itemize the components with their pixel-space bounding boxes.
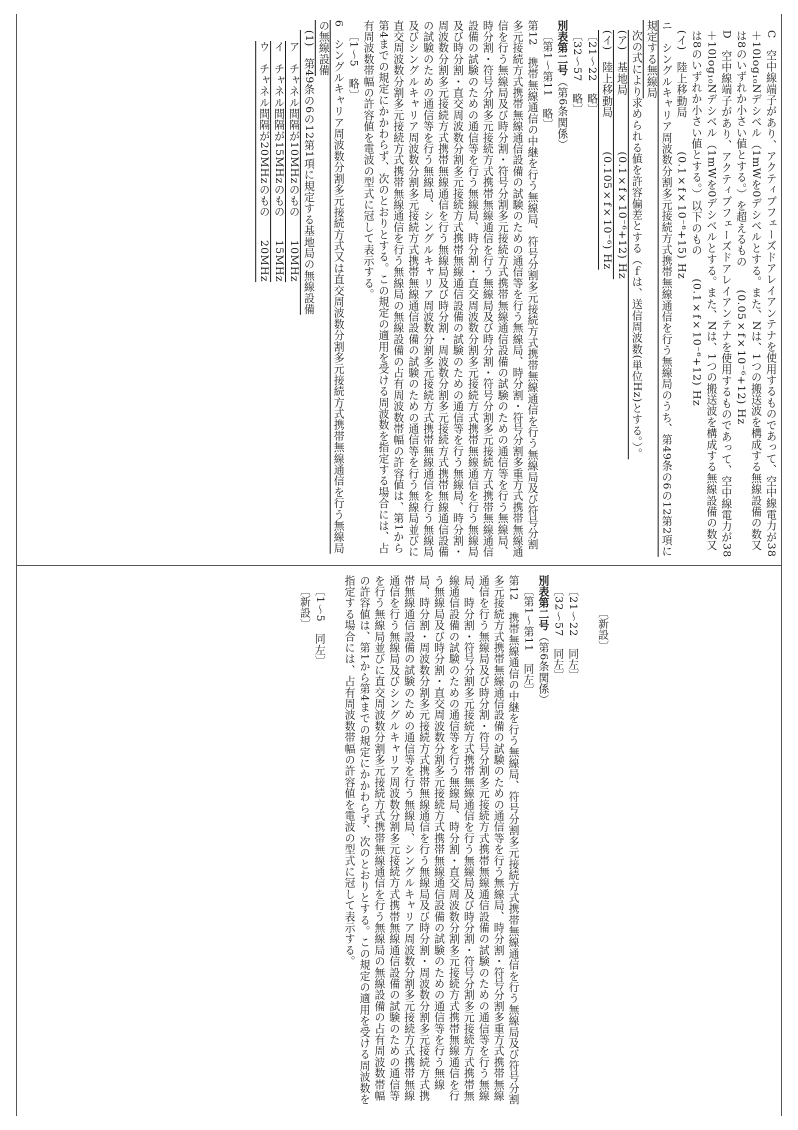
top-panel xyxy=(150,20,778,560)
omit-1-5-old: 〔1〜5 同左〕 xyxy=(313,585,326,667)
omit-21-22-old: 〔21〜22 同左〕 xyxy=(567,585,580,682)
heading-ni: ニ シングルキャリア周波数分割多元接続方式携帯無線通信を行う無線局のうち、第49条の6の12第2項に規定する無線局 xyxy=(645,20,673,557)
omit-1-11-old: 〔第1〜第11 同左〕 xyxy=(522,585,535,697)
table-title-old: 別表第二号（第6条関係） xyxy=(537,575,550,706)
item-ni-a: (ア) 基地局 (0.1×f×10⁻⁶+12) Hz xyxy=(615,30,628,280)
omit-1-5: 〔1〜5 略〕 xyxy=(347,30,360,101)
article-12: 第12 携帯無線通信の中継を行う無線局、符号分割多元接続方式携帯無線通信を行う無線局及び符号分割多元接続方式携帯無線通信設備の試験のための通信等を行う無線局、時分割・符号分割多重方式携帯無線通信を行う無線局及び時分割・符号分割多元接続方式携帯無線通信設備の試験のための通信等を行う無線局、時分割・符号分割多元接続方式携帯無線通信を行う無線局及び時分割・符号分割多元接続方式携帯無線通信設備の試験のための通信等を行う無線局、時分割・直交周波数分割多元接続方式携帯無線通信を行う無線局及び時分割・直交周波数分割多元接続方式携帯無線通信設備の試験のための通信等を行う無線局、時分割・周波数分割多元接続方式携帯無線通信を行う無線局及び時分割・周波数分割多元接続方式携帯無線通信設備の試験のための通信等を行う無線局、シングルキャリア周波数分割多元接続方式携帯無線通信を行う無線局及びシングルキャリア周波数分割多元接続方式携帯無線通信設備の試験のための通信等を行う無線局並びに直交周波数分割多元接続方式携帯無線通信を行う無線局の無線設備の占有周波数帯幅の許容値は、第1から第4までの規定にかかわらず、次のとおりとする。この規定の適用を受ける周波数を指定する場合には、占有周波数帯幅の許容値を電波の型式に冠して表示する。 xyxy=(362,20,539,558)
item-ni-i: (イ) 陸上移動局 (0.105×f×10⁻⁶) Hz xyxy=(601,30,614,270)
bottom-panel xyxy=(100,575,610,1105)
omit-1-11: 〔第1〜第11 略〕 xyxy=(541,30,554,131)
omit-32-57: 〔32〜57 略〕 xyxy=(571,30,584,116)
table-title: 別表第二号（第6条関係） xyxy=(556,20,569,151)
text-ni: 次の式により求められる値を許容偏差とする（ｆは、送信周波数(単位Hz)とする。）。 xyxy=(630,30,643,460)
section-6-a: ア チャネル間隔が10MHzのもの 10MHz xyxy=(288,41,300,283)
item-c: C 空中線端子があり、アクティブフェーズドアレイアンテナを使用するものであって、空中線電力が38＋10log₁₀Nデシベル（1mWを0デシベルとする。また、Nは、1つの搬送波を構成する無線設備の数又は8のいずれか小さい値とする。）を超えるもの (0.05×f×10⁻⁶+12) Hz xyxy=(735,30,777,558)
omit-32-57-old: 〔32〜57 同左〕 xyxy=(552,585,565,682)
frame-right-rule xyxy=(781,14,782,1116)
new-mark-2: 〔新設〕 xyxy=(298,585,311,630)
section-6-u: ウ チャネル間隔が20MHzのもの 20MHz xyxy=(258,41,271,283)
section-6-i: イ チャネル間隔が15MHzのもの 15MHz xyxy=(273,41,286,283)
item-d: D 空中線端子があり、アクティブフェーズドアレイアンテナを使用するものであって、空中線電力が38＋10log₁₀Nデシベル（1mWを0デシベルとする。また、Nは、1つの搬送波を構成する無線設備の数又は8のいずれか小さい値とする。）以下のもの (0.1×f×10⁻⁶+12) Hz xyxy=(690,30,733,558)
panel-divider xyxy=(17,565,781,566)
article-12-old: 第12 携帯無線通信の中継を行う無線局、符号分割多元接続方式携帯無線通信を行う無線局及び符号分割多元接続方式携帯無線通信設備の試験のための通信等を行う無線局、時分割・符号分割多重方式携帯無線通信を行う無線局及び時分割・符号分割多元接続方式携帯無線通信設備の試験のための通信等を行う無線局、時分割・符号分割多元接続方式携帯無線通信を行う無線局及び時分割・符号分割多元接続方式携帯無線通信設備の試験のための通信等を行う無線局、時分割・直交周波数分割多元接続方式携帯無線通信を行う無線局及び時分割・直交周波数分割多元接続方式携帯無線通信設備の試験のための通信等を行う無線局、時分割・周波数分割多元接続方式携帯無線通信を行う無線局及び時分割・周波数分割多元接続方式携帯無線通信設備の試験のための通信等を行う無線局、シングルキャリア周波数分割多元接続方式携帯無線通信を行う無線局及びシングルキャリア周波数分割多元接続方式携帯無線通信設備の試験のための通信等を行う無線局並びに直交周波数分割多元接続方式携帯無線通信を行う無線局の無線設備の占有周波数帯幅の許容値は、第1から第4までの規定にかかわらず、次のとおりとする。この規定の適用を受ける周波数を指定する場合には、占有周波数帯幅の許容値を電波の型式に冠して表示する。 xyxy=(343,575,520,1105)
omit-21-22: 〔21〜22 略〕 xyxy=(586,30,599,116)
section-6: 6 シングルキャリア周波数分割多元接続方式又は直交周波数分割多元接続方式携帯無線通信を行う無線局の無線設備 xyxy=(317,20,345,554)
item-land-mobile: (イ) 陸上移動局 (0.1×f×10⁻⁶+15) Hz xyxy=(675,30,688,280)
new-mark-1: 〔新設〕 xyxy=(597,607,609,652)
section-6-1: (1) 第49条の6の12第1項に規定する基地局の無線設備 xyxy=(302,30,315,315)
